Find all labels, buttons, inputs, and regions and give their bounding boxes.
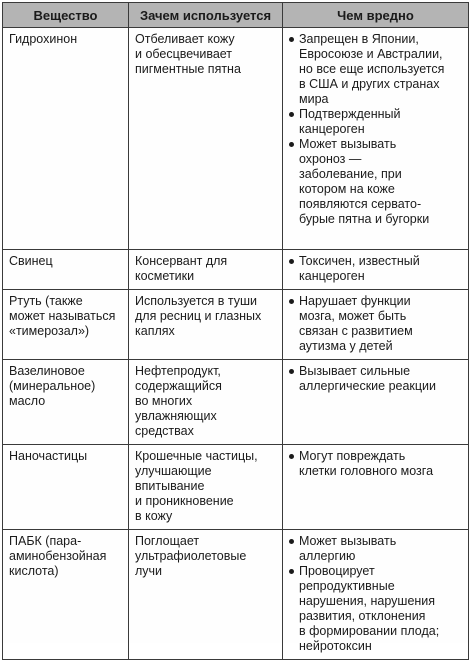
substance-name: Свинец [9, 254, 53, 268]
table-row [3, 250, 469, 290]
usage-text: Консервант для косметики [135, 254, 228, 283]
usage-cell [129, 530, 283, 660]
substance-cell [3, 290, 129, 360]
substance-name: Вазелиновое (минеральное) масло [9, 364, 96, 408]
table-row [3, 530, 469, 660]
substance-name: ПАБК (пара- аминобензойная кислота) [9, 534, 107, 578]
substance-name: Ртуть (также может называться «тимерозал») [9, 294, 116, 338]
usage-cell [129, 250, 283, 290]
harm-cell [283, 530, 469, 660]
usage-text: Используется в туши для ресниц и глазных каплях [135, 294, 262, 338]
header-usage: Зачем используется [129, 3, 283, 28]
substance-cell [3, 360, 129, 445]
substance-cell [3, 530, 129, 660]
usage-cell [129, 28, 283, 250]
harm-item: Могут повреждать клетки головного мозга [287, 449, 463, 479]
table-row [3, 290, 469, 360]
substance-name: Гидрохинон [9, 32, 78, 46]
substance-name: Наночастицы [9, 449, 88, 463]
substance-cell [3, 250, 129, 290]
harm-cell [283, 28, 469, 250]
harm-list [287, 294, 463, 354]
usage-text: Нефтепродукт, содержащийся во многих увлажняющих средствах [135, 364, 222, 438]
harm-item: Может вызывать аллергию [287, 534, 463, 564]
usage-cell [129, 360, 283, 445]
harm-list [287, 32, 463, 227]
table-row [3, 28, 469, 250]
harm-item: Запрещен в Японии, Евросоюзе и Австралии, но все еще используется в США и других странах мира [287, 32, 463, 107]
harm-item: Нарушает функции мозга, может быть связан с развитием аутизма у детей [287, 294, 463, 354]
harm-cell [283, 290, 469, 360]
harm-cell [283, 360, 469, 445]
harm-item: Может вызывать охроноз — заболевание, при котором на коже появляются сервато- бурые пятна и бугорки [287, 137, 463, 227]
harm-item: Токсичен, известный канцероген [287, 254, 463, 284]
usage-text: Поглощает ультрафиолетовые лучи [135, 534, 247, 578]
usage-text: Крошечные частицы, улучшающие впитывание и проникновение в кожу [135, 449, 258, 523]
header-substance: Вещество [3, 3, 129, 28]
table-row [3, 360, 469, 445]
header-harm: Чем вредно [283, 3, 469, 28]
table-header-row [3, 3, 469, 28]
table-row [3, 445, 469, 530]
harm-item: Подтвержденный канцероген [287, 107, 463, 137]
substance-cell [3, 28, 129, 250]
harm-cell [283, 445, 469, 530]
usage-cell [129, 445, 283, 530]
harm-list [287, 254, 463, 284]
substance-cell [3, 445, 129, 530]
harm-list [287, 534, 463, 654]
usage-text: Отбеливает кожу и обесцвечивает пигментные пятна [135, 32, 241, 76]
harm-list [287, 364, 463, 394]
harm-item: Вызывает сильные аллергические реакции [287, 364, 463, 394]
harm-cell [283, 250, 469, 290]
harm-item: Провоцирует репродуктивные нарушения, нарушения развития, отклонения в формировании плода; нейротоксин [287, 564, 463, 654]
harm-list [287, 449, 463, 479]
harmful-substances-table [2, 2, 469, 660]
usage-cell [129, 290, 283, 360]
